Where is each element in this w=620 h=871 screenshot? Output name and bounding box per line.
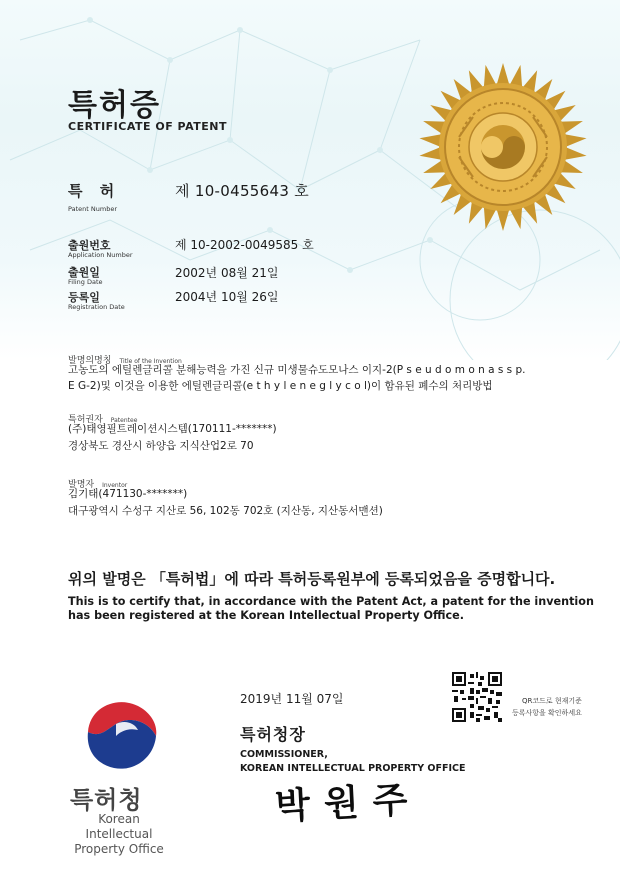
patent-number-value: 제 10-0455643 호: [175, 182, 310, 200]
inventor-label-en: Inventor: [102, 482, 128, 489]
certification-statement-ko: 위의 발명은 「특허법」에 따라 특허등록원부에 등록되었음을 증명합니다.: [68, 570, 556, 588]
kipo-logo-name-en: [64, 812, 174, 857]
invention-title-line-1: 고농도의 에틸렌글리콜 분해능력을 가진 신규 미생물슈도모나스 이지-2(P s e u d o m o n a s s p.: [68, 364, 526, 376]
kipo-logo-icon: [78, 688, 168, 778]
commissioner-title-en: [240, 748, 465, 776]
filing-date-value: 2002년 08월 21일: [175, 266, 279, 280]
inventor-name: 김기태(471130-*******): [68, 488, 188, 500]
patent-number-label: 특 허: [68, 182, 121, 200]
application-number-value: 제 10-2002-0049585 호: [175, 238, 314, 252]
gold-seal-icon: [418, 62, 588, 232]
application-number-label: 출원번호: [68, 239, 111, 252]
issue-date: 2019년 11월 07일: [240, 692, 344, 706]
patent-number-label-en: Patent Number: [68, 205, 118, 213]
inventor-label: 발명자: [68, 480, 95, 490]
application-number-label-en: Application Number: [68, 251, 133, 259]
qr-code-note-line-1: QR코드로 현재기준: [522, 697, 582, 705]
invention-title-label-en: Title of the Invention: [119, 358, 182, 365]
registration-date-label: 등록일: [68, 291, 100, 304]
filing-date-label-en: Filing Date: [68, 278, 103, 286]
commissioner-signature: 박원주: [274, 778, 423, 828]
certification-statement-en-line-1: This is to certify that, in accordance with the Patent Act, a patent for the invention: [68, 595, 594, 608]
qr-code-note-line-2: 등록사항을 확인하세요: [512, 709, 582, 717]
qr-code-icon[interactable]: [452, 672, 502, 722]
patentee-label: 특허권자: [68, 415, 103, 425]
invention-title-line-2: E G-2)및 이것을 이용한 에틸렌글리콜(e t h y l e n e g l y c o l)이 함유된 폐수의 처리방법: [68, 380, 493, 392]
patentee-name: (주)태영필트레이션시스템(170111-*******): [68, 423, 277, 435]
commissioner-title-en-line-2: KOREAN INTELLECTUAL PROPERTY OFFICE: [240, 763, 466, 774]
patentee-label-en: Patentee: [110, 417, 138, 424]
qr-code-note: [512, 695, 582, 719]
kipo-logo-name-en-line-1: Korean Intellectual: [85, 812, 153, 841]
certification-statement-en: [68, 595, 598, 623]
certification-statement-en-line-2: has been registered at the Korean Intellectual Property Office.: [68, 609, 464, 622]
patentee-address: 경상북도 경산시 하양읍 지식산업2로 70: [68, 440, 254, 452]
filing-date-label: 출원일: [68, 266, 100, 279]
kipo-logo-name-en-line-2: Property Office: [74, 842, 164, 856]
commissioner-title-en-line-1: COMMISSIONER,: [240, 749, 328, 760]
registration-date-value: 2004년 10월 26일: [175, 290, 279, 304]
certificate-subtitle: CERTIFICATE OF PATENT: [68, 120, 227, 133]
commissioner-title-ko: 특허청장: [240, 725, 306, 744]
registration-date-label-en: Registration Date: [68, 303, 125, 311]
kipo-logo-name-ko: 특허청: [70, 786, 143, 814]
invention-title-label: 발명의명칭: [68, 356, 112, 366]
certificate-title: 특허증: [68, 88, 161, 123]
inventor-address: 대구광역시 수성구 지산로 56, 102동 702호 (지산동, 지산동서맨션): [68, 505, 383, 517]
